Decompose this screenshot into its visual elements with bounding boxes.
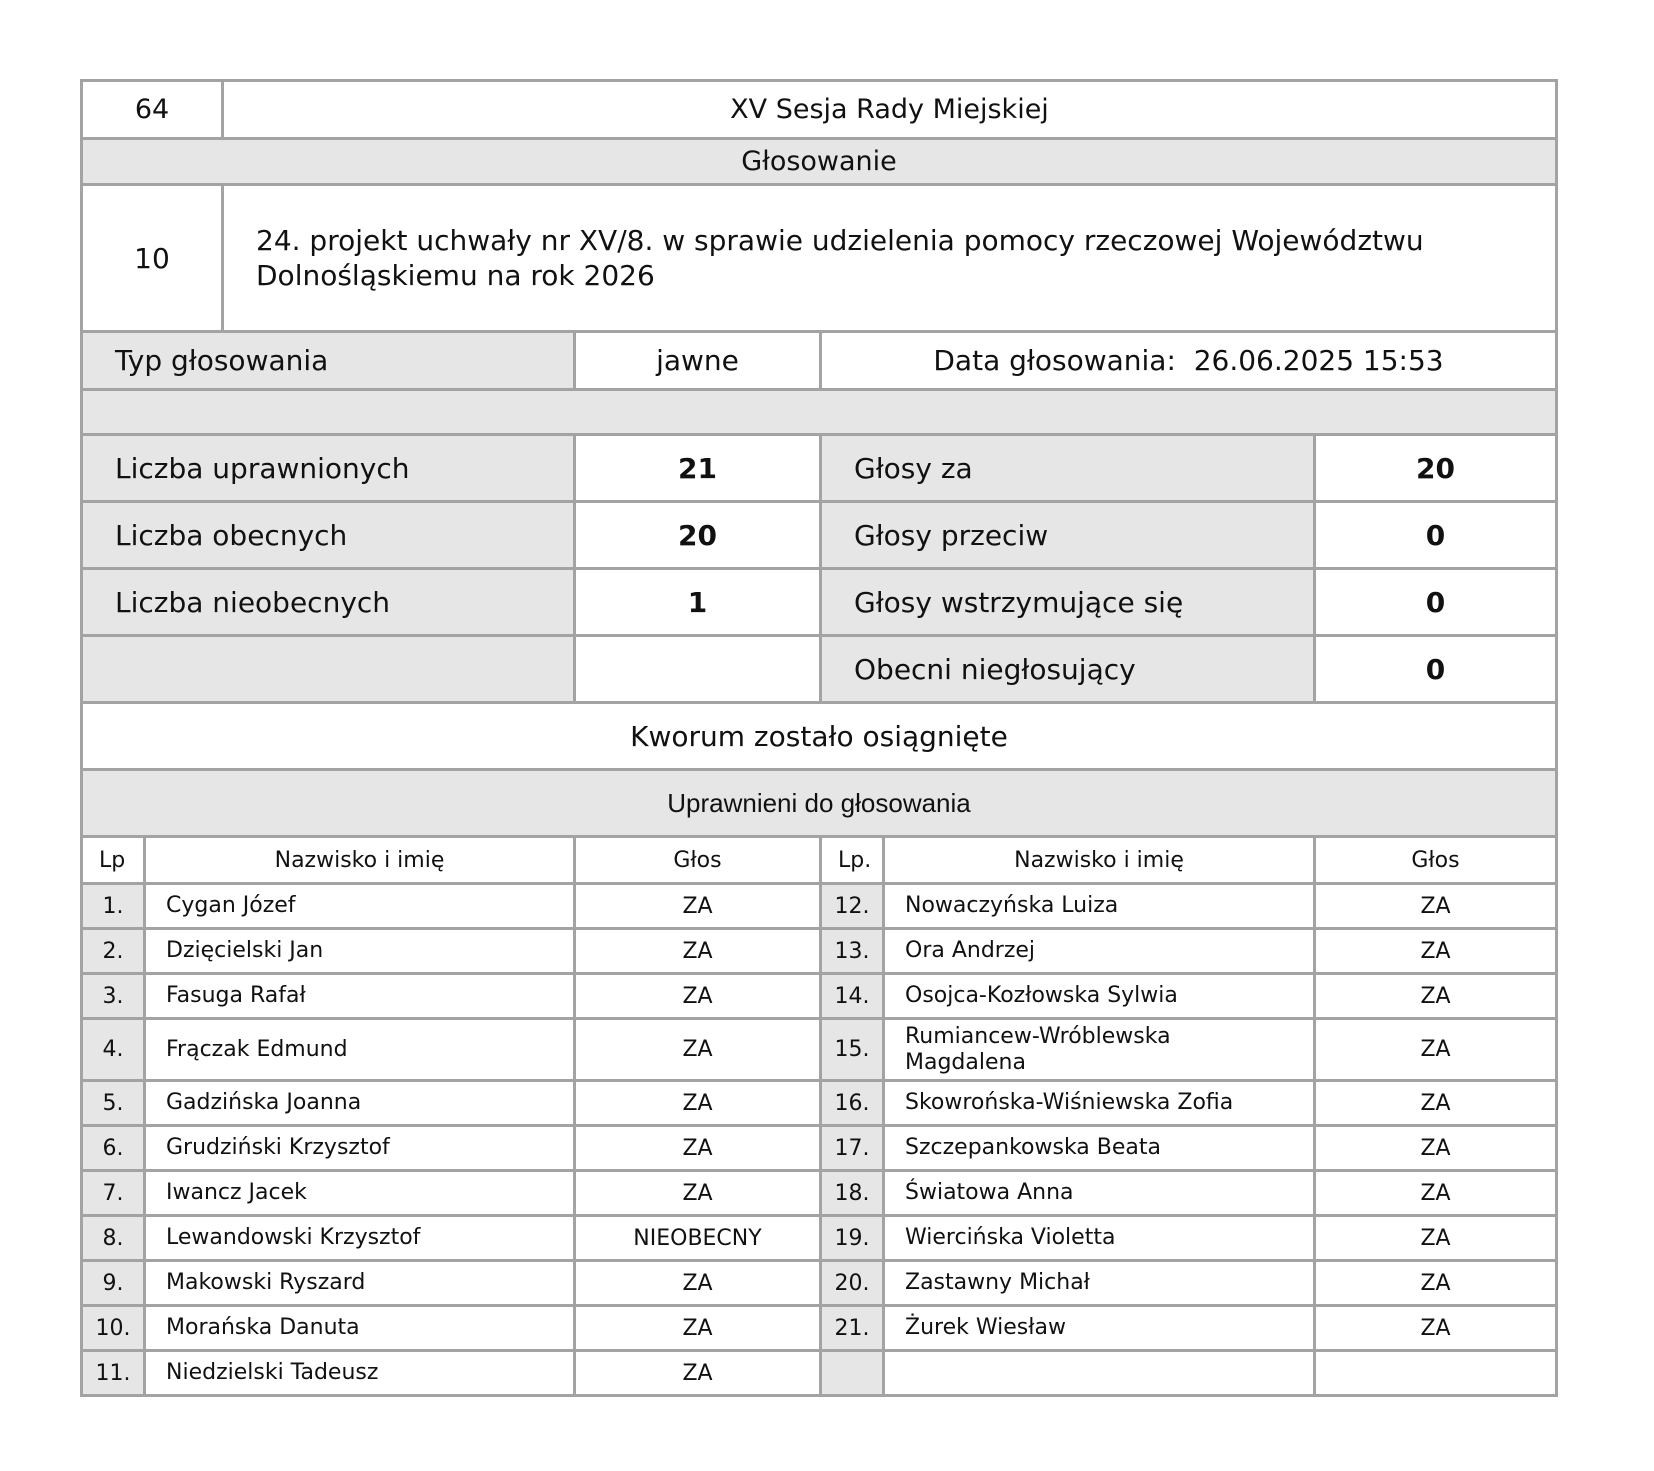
- votes-for-label: Głosy za: [821, 435, 1315, 502]
- col-vote-left: Głos: [575, 837, 821, 884]
- spacer-row: [80, 388, 1558, 436]
- voter-lp: 20.: [821, 1261, 884, 1306]
- voter-vote: ZA: [1315, 974, 1557, 1019]
- absent-label: Liczba nieobecnych: [82, 569, 575, 636]
- voter-lp: 7.: [82, 1171, 145, 1216]
- voter-lp: 19.: [821, 1216, 884, 1261]
- col-lp-right: Lp.: [821, 837, 884, 884]
- voter-vote-empty: [1315, 1351, 1557, 1396]
- voters-header-row: [82, 837, 1557, 884]
- table-row: [82, 1081, 1557, 1126]
- voter-vote: ZA: [575, 929, 821, 974]
- table-row: [82, 1261, 1557, 1306]
- vote-statistics: [80, 433, 1558, 704]
- voter-lp: 4.: [82, 1019, 145, 1081]
- voter-name: Gadzińska Joanna: [145, 1081, 575, 1126]
- voter-name: Fasuga Rafał: [145, 974, 575, 1019]
- empty-value: [575, 636, 821, 703]
- voter-vote: ZA: [1315, 1216, 1557, 1261]
- table-row: [82, 1306, 1557, 1351]
- voter-vote: ZA: [575, 1306, 821, 1351]
- voter-name-line2: Magdalena: [905, 1049, 1026, 1075]
- voter-name: Cygan Józef: [145, 884, 575, 929]
- voter-lp: 8.: [82, 1216, 145, 1261]
- voter-name-line1: Rumiancew-Wróblewska: [905, 1023, 1171, 1049]
- voter-vote: ZA: [575, 1261, 821, 1306]
- voter-name: Osojca-Kozłowska Sylwia: [884, 974, 1315, 1019]
- voter-lp: 1.: [82, 884, 145, 929]
- nonvoting-label: Obecni niegłosujący: [821, 636, 1315, 703]
- col-name-right: Nazwisko i imię: [884, 837, 1315, 884]
- vote-date-label: Data głosowania:: [933, 344, 1176, 377]
- voter-name: Dzięcielski Jan: [145, 929, 575, 974]
- voter-vote: ZA: [1315, 929, 1557, 974]
- vote-date: [821, 332, 1557, 390]
- voter-vote: ZA: [575, 1171, 821, 1216]
- eligible-header: [80, 768, 1558, 838]
- vote-type-row: [80, 330, 1558, 391]
- table-row: [82, 1351, 1557, 1396]
- voter-lp: 9.: [82, 1261, 145, 1306]
- table-row: [82, 929, 1557, 974]
- voter-vote: ZA: [575, 884, 821, 929]
- voter-lp: 2.: [82, 929, 145, 974]
- vote-date-value: 26.06.2025 15:53: [1193, 344, 1444, 377]
- col-lp-left: Lp: [82, 837, 145, 884]
- abstain-label: Głosy wstrzymujące się: [821, 569, 1315, 636]
- quorum-row: [80, 701, 1558, 771]
- section-header: [80, 137, 1558, 186]
- voter-lp: 10.: [82, 1306, 145, 1351]
- item-title-line1: 24. projekt uchwały nr XV/8. w sprawie udzielenia pomocy rzeczowej Województwu: [256, 224, 1424, 257]
- voter-name-empty: [884, 1351, 1315, 1396]
- voter-name: Zastawny Michał: [884, 1261, 1315, 1306]
- col-name-left: Nazwisko i imię: [145, 837, 575, 884]
- voter-lp: 6.: [82, 1126, 145, 1171]
- voter-vote: ZA: [1315, 884, 1557, 929]
- eligible-label: Liczba uprawnionych: [82, 435, 575, 502]
- voter-name: Ora Andrzej: [884, 929, 1315, 974]
- voter-name: Wiercińska Violetta: [884, 1216, 1315, 1261]
- table-row: [82, 1216, 1557, 1261]
- votes-against-value: 0: [1315, 502, 1557, 569]
- quorum-status: Kworum zostało osiągnięte: [82, 703, 1557, 770]
- col-vote-right: Głos: [1315, 837, 1557, 884]
- voters-table: [80, 835, 1558, 1397]
- voter-lp: 21.: [821, 1306, 884, 1351]
- stats-row: [82, 435, 1557, 502]
- votes-for-value: 20: [1315, 435, 1557, 502]
- voter-lp: 12.: [821, 884, 884, 929]
- voter-vote: ZA: [1315, 1306, 1557, 1351]
- voter-name: Skowrońska-Wiśniewska Zofia: [884, 1081, 1315, 1126]
- absent-value: 1: [575, 569, 821, 636]
- voter-name: Światowa Anna: [884, 1171, 1315, 1216]
- stats-row: [82, 569, 1557, 636]
- voter-name: Lewandowski Krzysztof: [145, 1216, 575, 1261]
- voter-vote: ZA: [1315, 1081, 1557, 1126]
- voter-name: Morańska Danuta: [145, 1306, 575, 1351]
- table-row: [82, 1126, 1557, 1171]
- voter-name: [884, 1019, 1315, 1081]
- voter-vote: ZA: [1315, 1261, 1557, 1306]
- voter-vote: ZA: [575, 1351, 821, 1396]
- item-number: 10: [82, 185, 223, 332]
- voter-lp: 3.: [82, 974, 145, 1019]
- voter-name: Nowaczyńska Luiza: [884, 884, 1315, 929]
- stats-row: [82, 502, 1557, 569]
- voter-name: Iwancz Jacek: [145, 1171, 575, 1216]
- voter-vote: ZA: [575, 1081, 821, 1126]
- voter-lp: 11.: [82, 1351, 145, 1396]
- voter-vote: ZA: [1315, 1019, 1557, 1081]
- voter-name: Grudziński Krzysztof: [145, 1126, 575, 1171]
- voter-name: Żurek Wiesław: [884, 1306, 1315, 1351]
- votes-against-label: Głosy przeciw: [821, 502, 1315, 569]
- empty-label: [82, 636, 575, 703]
- voter-vote: ZA: [1315, 1126, 1557, 1171]
- eligible-title: Uprawnieni do głosowania: [82, 770, 1557, 837]
- session-title: XV Sesja Rady Miejskiej: [223, 81, 1557, 139]
- voter-name: Makowski Ryszard: [145, 1261, 575, 1306]
- voter-vote: ZA: [575, 1126, 821, 1171]
- vote-type-label: Typ głosowania: [82, 332, 575, 390]
- table-row: [82, 1171, 1557, 1216]
- agenda-item: [80, 183, 1558, 333]
- voter-lp: 15.: [821, 1019, 884, 1081]
- voter-vote: NIEOBECNY: [575, 1216, 821, 1261]
- item-title-line2: Dolnośląskiemu na rok 2026: [256, 259, 655, 292]
- table-row: [82, 1019, 1557, 1081]
- session-number: 64: [82, 81, 223, 139]
- voter-name: Frączak Edmund: [145, 1019, 575, 1081]
- stats-row: [82, 636, 1557, 703]
- spacer-cell: [82, 390, 1557, 435]
- table-row: [82, 974, 1557, 1019]
- voter-vote: ZA: [575, 974, 821, 1019]
- abstain-value: 0: [1315, 569, 1557, 636]
- voter-lp: 5.: [82, 1081, 145, 1126]
- voting-report: [80, 79, 1558, 1397]
- voter-lp: 14.: [821, 974, 884, 1019]
- voter-lp: 13.: [821, 929, 884, 974]
- present-value: 20: [575, 502, 821, 569]
- voter-name: Szczepankowska Beata: [884, 1126, 1315, 1171]
- section-title: Głosowanie: [82, 139, 1557, 185]
- vote-type-value: jawne: [575, 332, 821, 390]
- present-label: Liczba obecnych: [82, 502, 575, 569]
- voter-lp: 18.: [821, 1171, 884, 1216]
- item-title: [223, 185, 1557, 332]
- voter-lp: 16.: [821, 1081, 884, 1126]
- nonvoting-value: 0: [1315, 636, 1557, 703]
- table-row: [82, 884, 1557, 929]
- eligible-value: 21: [575, 435, 821, 502]
- session-header: [80, 79, 1558, 140]
- voter-lp: 17.: [821, 1126, 884, 1171]
- voter-vote: ZA: [575, 1019, 821, 1081]
- voter-vote: ZA: [1315, 1171, 1557, 1216]
- voter-lp-empty: [821, 1351, 884, 1396]
- voter-name: Niedzielski Tadeusz: [145, 1351, 575, 1396]
